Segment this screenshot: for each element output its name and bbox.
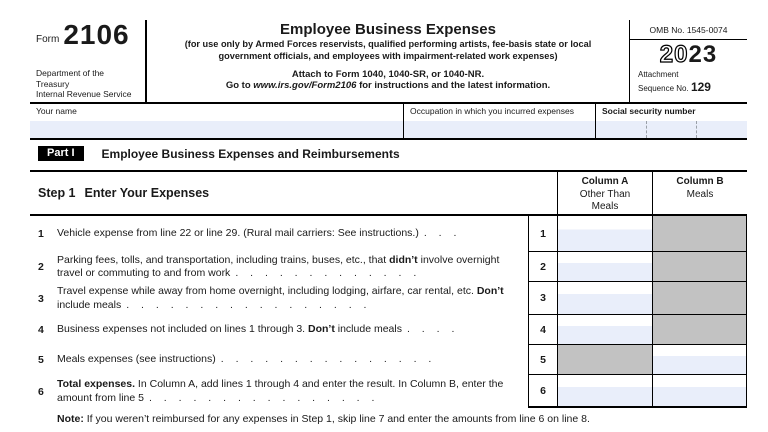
form-title: Employee Business Expenses xyxy=(280,21,496,38)
agency-line-2: Internal Revenue Service xyxy=(36,89,132,100)
dot-leader: . . . . xyxy=(406,323,455,336)
goto-instruction: Go to www.irs.gov/Form2106 for instructions and the latest information. xyxy=(225,79,551,91)
dot-leader: . . . . . . . . . . . . . . . . xyxy=(148,391,375,404)
attach-instruction: Attach to Form 1040, 1040-SR, or 1040-NR. xyxy=(291,68,485,80)
line3-columnA-input[interactable] xyxy=(557,282,652,315)
line5-description: 5 Meals expenses (see instructions) . . . . . . . . . . . . . . . xyxy=(30,345,528,375)
line3-columnB-shaded xyxy=(652,282,747,315)
line1-number-cell: 1 xyxy=(528,216,557,252)
occupation-input[interactable] xyxy=(404,121,595,138)
line1-item-number: 1 xyxy=(38,228,44,240)
occupation-label: Occupation in which you incurred expenses xyxy=(410,106,574,116)
part1-header xyxy=(38,146,400,161)
column-a-header: Column A Other Than Meals xyxy=(557,172,652,214)
table-row-line4 xyxy=(30,315,747,345)
line5-columnA-shaded xyxy=(557,345,652,375)
ssn-cell xyxy=(595,104,747,138)
note-label: Note: xyxy=(57,413,84,425)
line6-columnA-input[interactable] xyxy=(557,375,652,408)
dot-leader: . . . . . . . . . . . . . xyxy=(235,267,417,279)
form-subtitle xyxy=(155,39,621,63)
table-row-line1 xyxy=(30,216,747,252)
omb-year-block xyxy=(630,20,747,102)
form-subtitle-line-1: (for use only by Armed Forces reservists, qualified performing artists, fee-basis state or local xyxy=(184,39,592,49)
line4-columnA-input[interactable] xyxy=(557,315,652,345)
form-number-block xyxy=(30,20,147,102)
line1-columnA-input[interactable] xyxy=(557,216,652,252)
form-header xyxy=(30,20,747,104)
line5-columnB-input[interactable] xyxy=(652,345,747,375)
line4-number-cell: 4 xyxy=(528,315,557,345)
table-row-line3 xyxy=(30,282,747,315)
step1-note: Note: If you weren’t reimbursed for any expenses in Step 1, skip line 7 and enter the amounts from line 6 on line 8. xyxy=(57,413,590,425)
part1-title: Employee Business Expenses and Reimbursements xyxy=(101,146,400,161)
tax-year: 2023 xyxy=(659,41,718,68)
attachment-sequence: Attachment Sequence No. 129 xyxy=(638,70,711,94)
line6-number-cell: 6 xyxy=(528,375,557,408)
dot-leader: . . . . . . . . . . . . . . . xyxy=(220,353,432,366)
line4-item-number: 4 xyxy=(38,324,44,336)
line5-item-number: 5 xyxy=(38,354,44,366)
part1-badge: Part I xyxy=(38,146,84,161)
line4-description: 4 Business expenses not included on lines 1 through 3. Don’t include meals . . . . xyxy=(30,315,528,345)
line2-columnB-shaded xyxy=(652,252,747,282)
ssn-segment-1[interactable] xyxy=(596,121,647,138)
line6-item-number: 6 xyxy=(38,385,44,398)
line3-description: 3 Travel expense while away from home overnight, including lodging, airfare, car rental, etc. Don’t include meals . . . . . . . . . . . . . . . . . xyxy=(30,282,528,315)
form-subtitle-line-2: government officials, and employees with impairment-related work expenses) xyxy=(218,50,558,61)
omb-number: OMB No. 1545-0074 xyxy=(630,20,747,40)
line1-description: 1 Vehicle expense from line 22 or line 29. (Rural mail carriers: See instructions.) . . . xyxy=(30,216,528,252)
expense-table xyxy=(30,216,747,408)
irs-url: www.irs.gov/Form2106 xyxy=(253,79,357,91)
table-row-line2 xyxy=(30,252,747,282)
sequence-number: 129 xyxy=(690,79,711,94)
step1-header-row xyxy=(30,170,747,216)
step1-title: Step 1 Enter Your Expenses xyxy=(38,186,210,200)
your-name-label: Your name xyxy=(36,106,77,116)
dot-leader: . . . xyxy=(423,227,457,240)
line2-number-cell: 2 xyxy=(528,252,557,282)
line6-description: 6 Total expenses. In Column A, add lines 1 through 4 and enter the result. In Column B, enter the amount from line 5 . . . . . . . . . . . . . . . . xyxy=(30,375,528,408)
line1-columnB-shaded xyxy=(652,216,747,252)
ssn-segment-3[interactable] xyxy=(697,121,747,138)
your-name-input[interactable] xyxy=(30,121,403,138)
line2-description: 2 Parking fees, tolls, and transportation, including trains, buses, etc., that didn’t involve overnight travel or commuting to and from work . . . . . . . . . . . . . xyxy=(30,252,528,282)
agency-block xyxy=(36,68,139,100)
line6-columnB-input[interactable] xyxy=(652,375,747,408)
ssn-label: Social security number xyxy=(602,106,696,116)
form-word: Form xyxy=(36,33,60,45)
line5-number-cell: 5 xyxy=(528,345,557,375)
your-name-cell xyxy=(30,104,403,138)
line3-item-number: 3 xyxy=(38,292,44,305)
column-b-header: Column B Meals xyxy=(652,172,747,214)
ssn-input[interactable] xyxy=(596,121,747,138)
agency-line-1: Department of the Treasury xyxy=(36,68,105,89)
form-number: 2106 xyxy=(63,19,130,50)
form-title-block xyxy=(147,20,630,102)
form-number-line xyxy=(36,19,139,50)
dot-leader: . . . . . . . . . . . . . . . . . xyxy=(126,298,367,311)
line4-columnB-shaded xyxy=(652,315,747,345)
table-row-line6 xyxy=(30,375,747,408)
occupation-cell xyxy=(403,104,595,138)
ssn-segment-2[interactable] xyxy=(647,121,698,138)
table-row-line5 xyxy=(30,345,747,375)
line3-number-cell: 3 xyxy=(528,282,557,315)
identity-row xyxy=(30,104,747,140)
line2-item-number: 2 xyxy=(38,261,44,273)
line2-columnA-input[interactable] xyxy=(557,252,652,282)
